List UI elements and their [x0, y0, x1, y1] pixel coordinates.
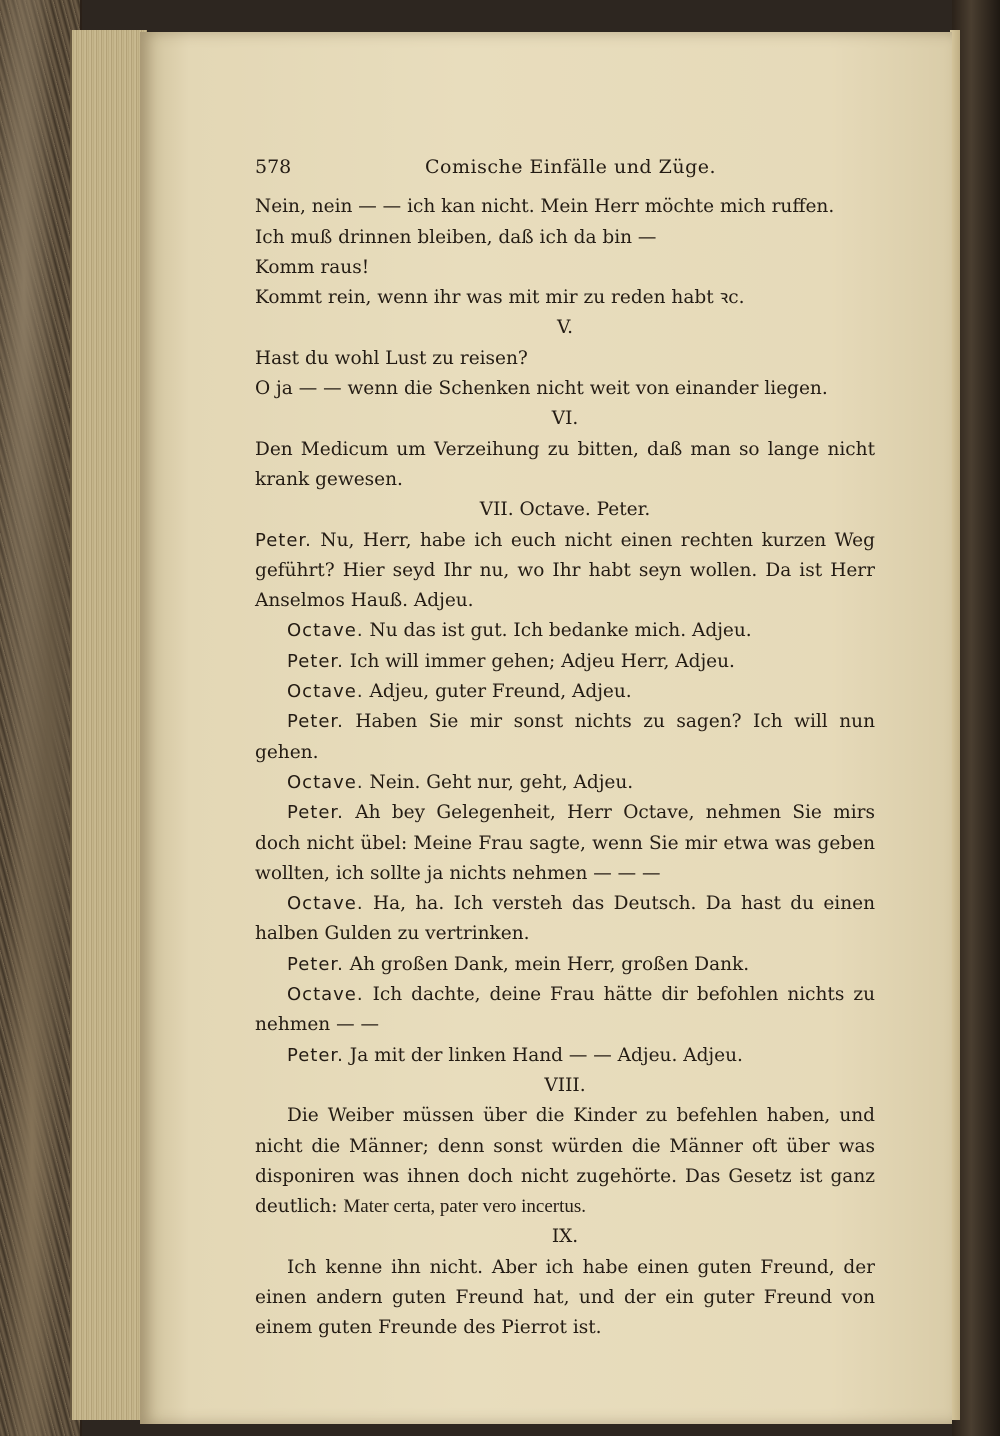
text-line: O ja — — wenn die Schenken nicht weit von einander liegen. — [255, 378, 828, 400]
dialogue-line — [255, 647, 875, 677]
dialogue-text: Ah großen Dank, mein Herr, großen Dank. — [349, 953, 750, 975]
section-heading: VIII. — [544, 1074, 586, 1096]
dialogue-text: Haben Sie mir sonst nichts zu sagen? Ich will nun gehen. — [255, 711, 875, 763]
speaker-name: Octave. — [287, 984, 364, 1006]
section-heading: V. — [556, 317, 573, 339]
speaker-name: Peter. — [287, 711, 344, 733]
book-page — [140, 32, 952, 1424]
page-block-edge — [70, 30, 147, 1420]
speaker-name: Peter. — [287, 650, 344, 672]
speaker-name: Peter. — [287, 802, 344, 824]
speaker-name: Octave. — [287, 771, 364, 793]
dialogue-text: Ich will immer gehen; Adjeu Herr, Adjeu. — [349, 650, 735, 672]
dialogue-line — [255, 950, 875, 980]
latin-phrase: Mater certa, pater vero incertus. — [343, 1196, 587, 1218]
page-content — [255, 152, 875, 1344]
dialogue-line — [255, 768, 875, 798]
speaker-name: Peter. — [287, 953, 344, 975]
dialogue-line — [255, 677, 875, 707]
speaker-name: Octave. — [287, 681, 364, 703]
dialogue-text: Ich dachte, deine Frau hätte dir befohlen nichts zu nehmen — — — [255, 984, 875, 1036]
dialogue-text: Adjeu, guter Freund, Adjeu. — [369, 681, 632, 703]
section-heading: VII. Octave. Peter. — [479, 499, 651, 521]
text-line: Hast du wohl Lust zu reisen? — [255, 347, 528, 369]
dialogue-line — [255, 707, 875, 768]
text-line: Komm raus! — [255, 256, 370, 278]
dialogue-text: Ha, ha. Ich versteh das Deutsch. Da hast du einen halben Gulden zu vertrinken. — [255, 893, 875, 945]
running-head: Comische Einfälle und Züge. — [425, 156, 717, 178]
dialogue-line — [255, 616, 875, 646]
dialogue-text: Ja mit der linken Hand — — Adjeu. Adjeu. — [349, 1044, 743, 1066]
dialogue-text: Nein. Geht nur, geht, Adjeu. — [369, 771, 634, 793]
text-line: Ich muß drinnen bleiben, daß ich da bin — — [255, 226, 657, 248]
dialogue-line — [255, 1041, 875, 1071]
paragraph: Den Medicum um Verzeihung zu bitten, daß man so lange nicht krank gewesen. — [255, 438, 875, 490]
section-heading: VI. — [551, 408, 579, 430]
dialogue-line — [255, 889, 875, 950]
dialogue-text: Nu, Herr, habe ich euch nicht einen rechten kurzen Weg geführt? Hier seyd Ihr nu, wo Ihr habt seyn wollen. Da ist Herr Anselmos Hauß. Adjeu. — [255, 529, 875, 612]
dialogue-line — [255, 980, 875, 1041]
text-line: Kommt rein, wenn ihr was mit mir zu reden habt ꝛc. — [255, 287, 745, 309]
speaker-name: Peter. — [287, 1044, 344, 1066]
paragraph: Ich kenne ihn nicht. Aber ich habe einen guten Freund, der einen andern guten Freund hat, und der ein guter Freund von einem guten Freunde des Pierrot ist. — [255, 1256, 875, 1339]
page-number: 578 — [255, 156, 292, 178]
speaker-name: Octave. — [287, 620, 364, 642]
dialogue-line — [255, 526, 875, 617]
dialogue-text: Nu das ist gut. Ich bedanke mich. Adjeu. — [369, 620, 752, 642]
speaker-name: Octave. — [287, 893, 364, 915]
section-heading: IX. — [551, 1226, 579, 1248]
text-line: Nein, nein — — ich kan nicht. Mein Herr möchte mich ruffen. — [255, 196, 835, 218]
dialogue-line — [255, 798, 875, 889]
dialogue-text: Ah bey Gelegenheit, Herr Octave, nehmen Sie mirs doch nicht übel: Meine Frau sagte, wenn Sie mir etwa was geben wollten, ich sollte ja nichts nehmen — — — — [255, 802, 875, 884]
paragraph-text: Die Weiber müssen über die Kinder zu befehlen haben, und nicht die Männer; denn sonst würden die Männer oft über was disponiren was ihnen doch nicht zugehörte. Das Gesetz ist ganz deutlich: — [255, 1105, 875, 1218]
paragraph — [255, 1101, 875, 1222]
page-header — [255, 152, 875, 182]
speaker-name: Peter. — [255, 529, 312, 551]
